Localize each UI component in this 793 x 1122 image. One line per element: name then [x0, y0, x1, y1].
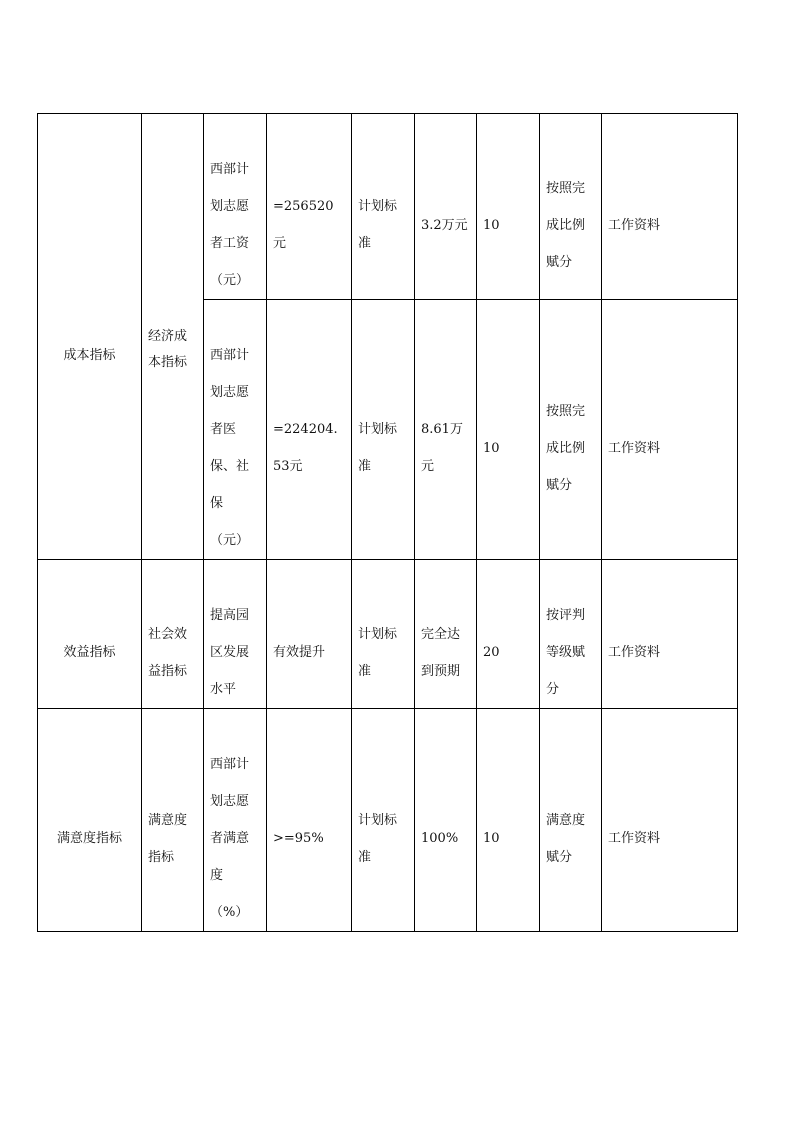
source-cell — [602, 709, 738, 932]
target-value: 100% — [421, 831, 459, 846]
indicator-value: 有效提升 — [273, 645, 326, 660]
basis-cell — [352, 114, 415, 300]
subcategory-cell — [142, 709, 204, 932]
category-cell — [38, 560, 142, 709]
target-cell — [415, 300, 477, 560]
score-value: 20 — [483, 645, 500, 660]
basis-cell — [352, 300, 415, 560]
category-label: 满意度指标 — [56, 831, 122, 846]
source-label: 工作资料 — [608, 831, 661, 846]
category-cell — [38, 709, 142, 932]
basis-label: 计划标准 — [358, 812, 398, 865]
value-cell — [267, 114, 352, 300]
score-cell — [477, 709, 540, 932]
score-cell — [477, 560, 540, 709]
score-value: 10 — [483, 440, 500, 456]
method-cell — [540, 709, 602, 932]
value-cell — [267, 560, 352, 709]
indicator-value: =256520元 — [273, 199, 334, 251]
source-label: 工作资料 — [608, 440, 661, 456]
target-value: 3.2万元 — [421, 217, 468, 233]
subcategory-label: 经济成本指标 — [148, 328, 188, 370]
indicator-label: 提高园区发展水平 — [210, 608, 250, 697]
indicator-label: 西部计划志愿者医保、社保（元） — [210, 348, 250, 548]
indicator-label: 西部计划志愿者满意度（%） — [210, 757, 250, 920]
score-value: 10 — [483, 831, 500, 846]
method-label: 按照完成比例赋分 — [546, 180, 586, 270]
value-cell — [267, 300, 352, 560]
table-row — [38, 709, 738, 932]
basis-label: 计划标准 — [358, 199, 398, 251]
score-cell — [477, 114, 540, 300]
indicator-label: 西部计划志愿者工资（元） — [210, 162, 250, 288]
category-label: 成本指标 — [63, 347, 116, 363]
subcategory-label: 满意度指标 — [148, 812, 188, 865]
subcategory-label: 社会效益指标 — [148, 626, 188, 679]
score-value: 10 — [483, 217, 500, 233]
source-label: 工作资料 — [608, 217, 661, 233]
target-cell — [415, 114, 477, 300]
category-label: 效益指标 — [63, 645, 116, 660]
table-row — [38, 560, 738, 709]
indicator-cell — [204, 114, 267, 300]
method-cell — [540, 560, 602, 709]
source-cell — [602, 300, 738, 560]
source-label: 工作资料 — [608, 645, 661, 660]
basis-cell — [352, 560, 415, 709]
indicator-value: >=95% — [273, 831, 324, 846]
indicator-cell — [204, 560, 267, 709]
source-cell — [602, 114, 738, 300]
target-value: 8.61万元 — [421, 422, 463, 474]
subcategory-cell — [142, 114, 204, 560]
score-cell — [477, 300, 540, 560]
method-cell — [540, 300, 602, 560]
basis-label: 计划标准 — [358, 626, 398, 679]
value-cell — [267, 709, 352, 932]
basis-label: 计划标准 — [358, 422, 398, 474]
subcategory-cell — [142, 560, 204, 709]
basis-cell — [352, 709, 415, 932]
source-cell — [602, 560, 738, 709]
method-label: 按评判等级赋分 — [546, 608, 586, 697]
target-cell — [415, 709, 477, 932]
method-cell — [540, 114, 602, 300]
table-row — [38, 114, 738, 300]
method-label: 按照完成比例赋分 — [546, 403, 586, 493]
indicator-cell — [204, 709, 267, 932]
category-cell — [38, 114, 142, 560]
method-label: 满意度赋分 — [546, 812, 586, 865]
performance-indicator-table — [37, 113, 738, 932]
target-value: 完全达到预期 — [421, 626, 461, 679]
indicator-value: =224204.53元 — [273, 422, 338, 474]
indicator-cell — [204, 300, 267, 560]
target-cell — [415, 560, 477, 709]
